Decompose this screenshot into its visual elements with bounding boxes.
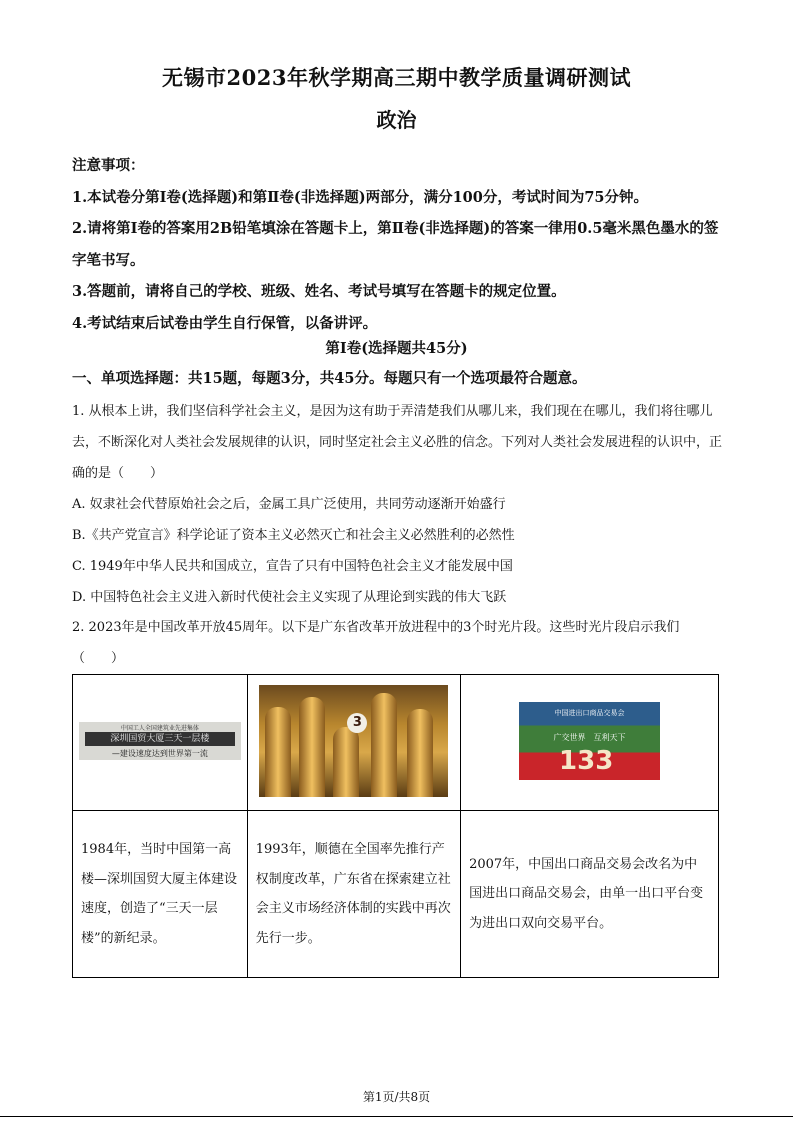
question-2 [72,612,722,674]
section-instruction: 一、单项选择题：共15题，每题3分，共45分。每题只有一个选项最符合题意。 [72,370,587,387]
guomao-sign-image [79,722,241,760]
fair-banner-text: 中国进出口商品交易会 [554,708,625,717]
image-cell [73,675,248,811]
timeline-text-1984: 1984年，当时中国第一高楼—深圳国贸大厦主体建设速度，创造了“三天一层楼”的新纪录。 [73,811,248,978]
option-c: C. 1949年中华人民共和国成立，宣告了只有中国特色社会主义才能发展中国 [72,559,513,574]
question-stem: 2. 2023年是中国改革开放45周年。以下是广东省改革开放进程中的3个时光片段。这些时光片段启示我们（ ） [72,620,680,666]
exam-title: 无锡市2023年秋学期高三期中教学质量调研测试 [162,65,631,90]
sign-sub-text: —建设速度达到世界第一流 [111,748,208,758]
fair-slogan-text: 广交世界 互利天下 [553,732,626,742]
note-item: 1.本试卷分第Ⅰ卷(选择题)和第Ⅱ卷(非选择题)两部分，满分100分，考试时间为75分钟。 [72,188,649,206]
timeline-text-1993: 1993年，顺德在全国率先推行产权制度改革，广东省在探索建立社会主义市场经济体制的实践中再次先行一步。 [247,811,460,978]
section-title: 第Ⅰ卷(选择题共45分) [325,340,468,357]
image-cell [461,675,719,811]
canton-fair-photo [519,702,660,780]
timeline-table [72,674,719,978]
timeline-text-2007: 2007年，中国出口商品交易会改名为中国进出口商品交易会，由单一出口平台变为进出口双向交易平台。 [461,811,719,978]
sign-main-text: 深圳国贸大厦三天一层楼 [85,732,235,746]
exam-subject: 政治 [376,108,417,132]
footer-rule [0,1116,793,1117]
factory-photo [259,685,448,797]
fair-session-number: 133 [559,745,614,776]
note-item: 2.请将第Ⅰ卷的答案用2B铅笔填涂在答题卡上，第Ⅱ卷(非选择题)的答案一律用0.5毫米黑色墨水的签字笔书写。 [72,220,719,269]
notes-block [72,150,727,339]
note-item: 3.答题前，请将自己的学校、班级、姓名、考试号填写在答题卡的规定位置。 [72,283,566,300]
factory-number-badge: 3 [347,713,367,733]
note-item: 4.考试结束后试卷由学生自行保管，以备讲评。 [72,314,378,332]
option-b: B.《共产党宣言》科学论证了资本主义必然灭亡和社会主义必然胜利的必然性 [72,528,515,543]
notes-heading: 注意事项： [72,157,145,174]
image-cell [247,675,460,811]
question-stem: 1. 从根本上讲，我们坚信科学社会主义，是因为这有助于弄清楚我们从哪儿来，我们现在在哪儿，我们将往哪儿去，不断深化对人类社会发展规律的认识，同时坚定社会主义必胜的信念。下列对人类社会发展进程的认识中，正确的是（ ） [72,404,723,481]
option-a: A. 奴隶社会代替原始社会之后，金属工具广泛使用，共同劳动逐渐开始盛行 [72,497,506,512]
option-d: D. 中国特色社会主义进入新时代使社会主义实现了从理论到实践的伟大飞跃 [72,590,507,605]
sign-small-text: 中国工人全国建筑业先进集体 [120,724,199,732]
page-footer: 第1页/共8页 [362,1090,431,1104]
question-1 [72,396,722,613]
